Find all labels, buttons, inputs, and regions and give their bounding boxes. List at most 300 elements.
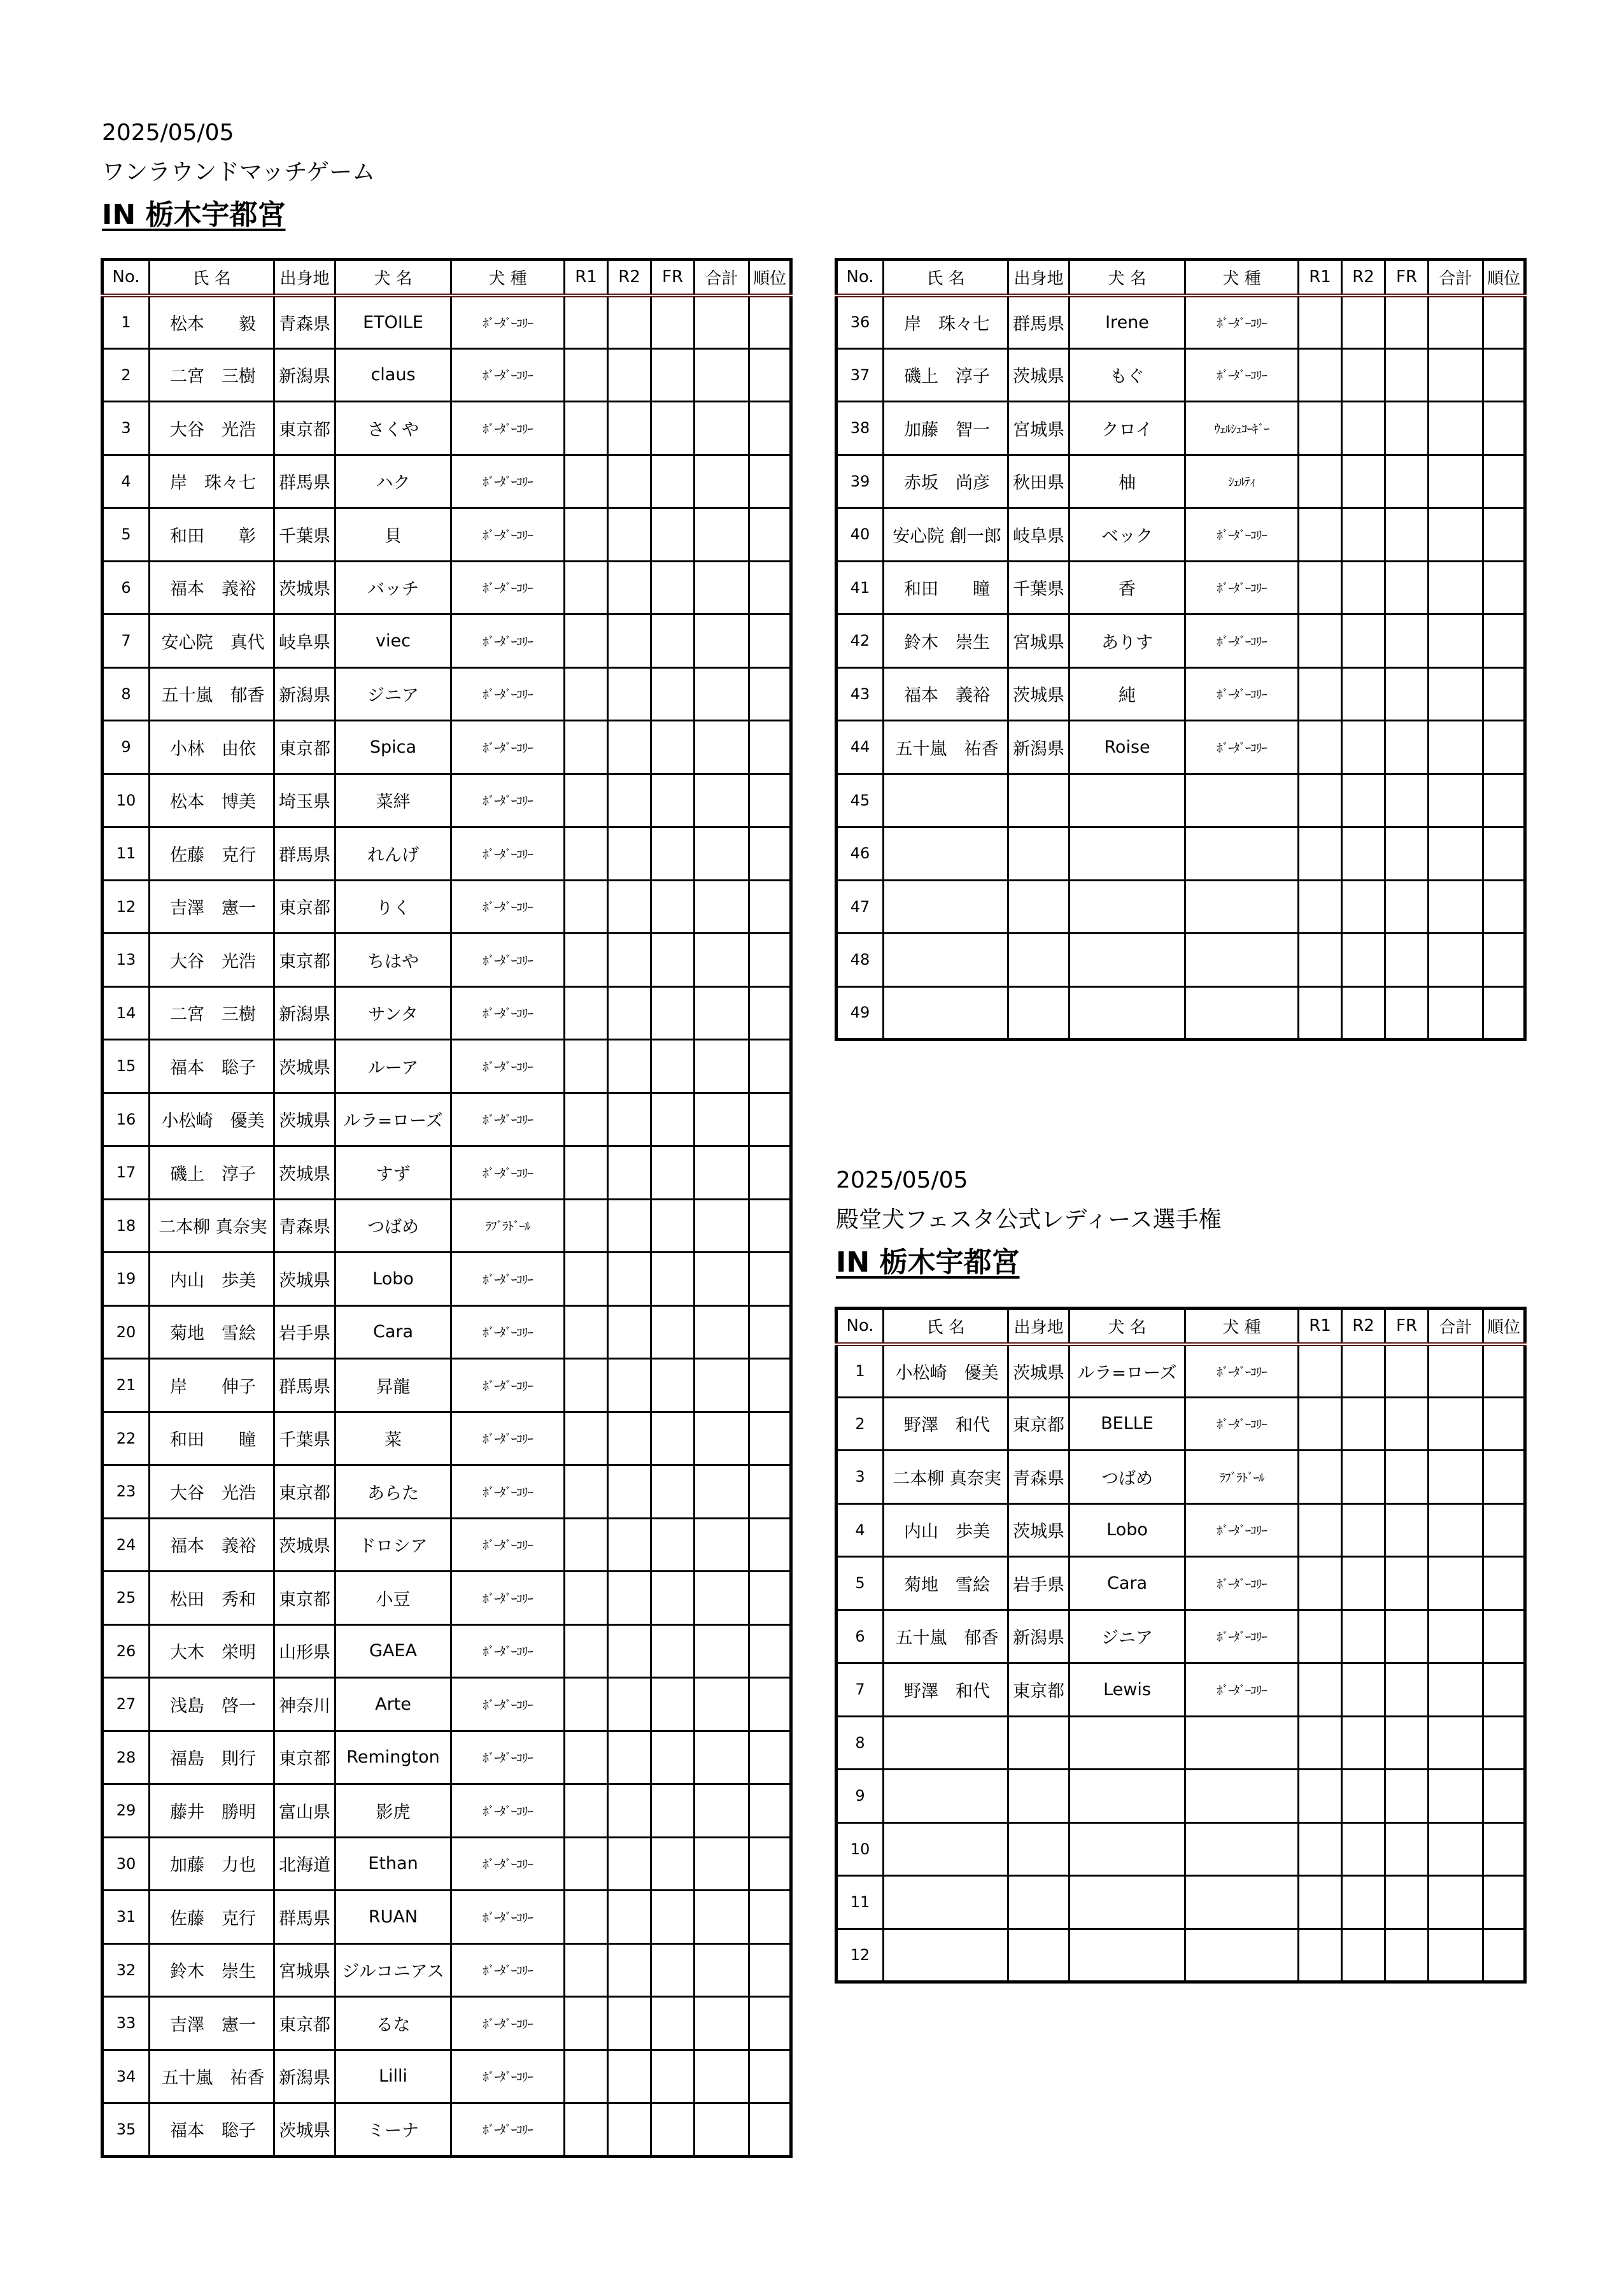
col-total [695, 934, 749, 987]
table-row [837, 1663, 1525, 1717]
col-breed: ﾎﾞｰﾀﾞｰｺﾘｰ [451, 774, 565, 827]
col-r1 [565, 774, 608, 827]
col-no: 35 [102, 2103, 150, 2157]
col-rank [749, 880, 791, 934]
col-r1 [1299, 827, 1342, 881]
col-total [1429, 295, 1483, 349]
col-r2 [608, 295, 651, 349]
col-dog: ちはや [335, 934, 451, 987]
col-breed: ﾎﾞｰﾀﾞｰｺﾘｰ [1185, 295, 1299, 349]
col-rank [749, 1624, 791, 1678]
col-r2 [1342, 1397, 1385, 1451]
col-breed: ﾎﾞｰﾀﾞｰｺﾘｰ [451, 1146, 565, 1200]
col-origin: 茨城県 [274, 1518, 335, 1572]
col-r1 [565, 880, 608, 934]
col-name: 福本 聡子 [150, 2103, 274, 2157]
col-r2 [1342, 402, 1385, 455]
col-rank [749, 827, 791, 881]
col-r1 [1299, 986, 1342, 1040]
col-dog [1070, 1822, 1185, 1876]
col-origin: 富山県 [274, 1784, 335, 1838]
col-rank [1483, 295, 1525, 349]
col-dog: ジニア [335, 667, 451, 721]
col-dog: ベック [1070, 508, 1185, 562]
table-row [837, 614, 1525, 668]
col-origin: 新潟県 [274, 986, 335, 1040]
col-fr [651, 1093, 695, 1146]
col-name: 和田 瞳 [150, 1412, 274, 1465]
col-no: 37 [837, 348, 884, 402]
col-origin [1008, 1822, 1070, 1876]
col-no: 41 [837, 561, 884, 614]
col-breed: ﾗﾌﾞﾗﾄﾞｰﾙ [451, 1199, 565, 1253]
col-breed: ﾎﾞｰﾀﾞｰｺﾘｰ [1185, 1503, 1299, 1557]
col-r2 [608, 667, 651, 721]
col-breed: ﾎﾞｰﾀﾞｰｺﾘｰ [1185, 508, 1299, 562]
col-fr [651, 1891, 695, 1944]
table-row [102, 1624, 791, 1678]
col-fr [651, 2050, 695, 2103]
col-r2 [1342, 1503, 1385, 1557]
col-no: 4 [837, 1503, 884, 1557]
col-fr [651, 1040, 695, 1093]
col-dog: サンタ [335, 986, 451, 1040]
col-r2 [1342, 667, 1385, 721]
table-row [837, 774, 1525, 827]
col-rank [1483, 1822, 1525, 1876]
col-origin: 群馬県 [274, 455, 335, 508]
col-rank [749, 1784, 791, 1838]
col-origin: 山形県 [274, 1624, 335, 1678]
col-origin: 神奈川 [274, 1678, 335, 1731]
col-total [1429, 1876, 1483, 1929]
col-r2 [1342, 880, 1385, 934]
col-r2 [608, 2050, 651, 2103]
col-rank [1483, 1716, 1525, 1770]
col-fr [651, 1465, 695, 1519]
col-name: 佐藤 克行 [150, 1891, 274, 1944]
col-fr [651, 721, 695, 774]
col-name: 岸 珠々七 [150, 455, 274, 508]
col-no: 40 [837, 508, 884, 562]
col-origin: 千葉県 [274, 1412, 335, 1465]
col-r1 [1299, 561, 1342, 614]
col-fr [651, 1943, 695, 1997]
col-breed: ﾎﾞｰﾀﾞｰｺﾘｰ [451, 667, 565, 721]
col-fr [1385, 1557, 1429, 1610]
col-total [695, 667, 749, 721]
col-name: 加藤 智一 [884, 402, 1008, 455]
col-no: 48 [837, 934, 884, 987]
col-total [695, 1146, 749, 1200]
col-breed: ﾎﾞｰﾀﾞｰｺﾘｰ [1185, 667, 1299, 721]
col-origin [1008, 1770, 1070, 1823]
col-name: 佐藤 克行 [150, 827, 274, 881]
col-r1 [565, 1943, 608, 1997]
table-row [837, 934, 1525, 987]
col-dog: れんげ [335, 827, 451, 881]
col-rank [749, 1465, 791, 1519]
col-dog: 小豆 [335, 1572, 451, 1625]
col-fr [1385, 1876, 1429, 1929]
col-dog: 香 [1070, 561, 1185, 614]
col-r1 [565, 1199, 608, 1253]
col-fr [651, 508, 695, 562]
col-no: 6 [102, 561, 150, 614]
col-total [695, 508, 749, 562]
col-fr [651, 1412, 695, 1465]
col-no-header: No. [102, 260, 150, 295]
col-breed: ﾎﾞｰﾀﾞｰｺﾘｰ [1185, 348, 1299, 402]
col-fr [1385, 934, 1429, 987]
col-r2 [1342, 774, 1385, 827]
col-name: 吉澤 憲一 [150, 880, 274, 934]
col-no: 10 [102, 774, 150, 827]
col-dog: るな [335, 1997, 451, 2050]
col-fr [1385, 561, 1429, 614]
table-row [837, 721, 1525, 774]
col-breed: ﾎﾞｰﾀﾞｰｺﾘｰ [451, 1678, 565, 1731]
col-r2 [608, 1305, 651, 1359]
col-name: 岸 珠々七 [884, 295, 1008, 349]
col-total [1429, 1770, 1483, 1823]
col-total [1429, 1716, 1483, 1770]
col-name: 松田 秀和 [150, 1572, 274, 1625]
col-rank [749, 1040, 791, 1093]
col-r2 [608, 827, 651, 881]
col-fr [1385, 402, 1429, 455]
col-rank [749, 348, 791, 402]
col-breed: ﾎﾞｰﾀﾞｰｺﾘｰ [451, 1359, 565, 1412]
col-total [1429, 1344, 1483, 1398]
col-no: 4 [102, 455, 150, 508]
col-breed: ﾎﾞｰﾀﾞｰｺﾘｰ [1185, 1557, 1299, 1610]
table-row [102, 348, 791, 402]
col-total [1429, 1822, 1483, 1876]
col-breed [1185, 1770, 1299, 1823]
col-name: 松本 博美 [150, 774, 274, 827]
col-rank [749, 1093, 791, 1146]
col-fr [1385, 1344, 1429, 1398]
col-r2 [608, 1040, 651, 1093]
col-fr [651, 827, 695, 881]
col-dog [1070, 1716, 1185, 1770]
col-r1 [1299, 667, 1342, 721]
col-fr [1385, 774, 1429, 827]
table-row [837, 1557, 1525, 1610]
col-origin: 東京都 [1008, 1397, 1070, 1451]
col-dog: ルラ=ローズ [1070, 1344, 1185, 1398]
col-origin: 群馬県 [274, 1359, 335, 1412]
col-total [1429, 1557, 1483, 1610]
col-rank-header: 順位 [1483, 1309, 1525, 1344]
event-date: 2025/05/05 [102, 120, 234, 146]
col-r2 [1342, 348, 1385, 402]
col-breed [1185, 1822, 1299, 1876]
col-dog [1070, 1770, 1185, 1823]
col-breed: ﾎﾞｰﾀﾞｰｺﾘｰ [451, 561, 565, 614]
table-row [102, 1784, 791, 1838]
col-breed-header: 犬 種 [1185, 1309, 1299, 1344]
table-row [837, 455, 1525, 508]
col-rank [749, 1146, 791, 1200]
col-origin: 新潟県 [274, 667, 335, 721]
col-total [1429, 1397, 1483, 1451]
col-rank [749, 1305, 791, 1359]
col-name: 福本 義裕 [150, 1518, 274, 1572]
col-origin [1008, 986, 1070, 1040]
col-no: 26 [102, 1624, 150, 1678]
col-origin: 岐阜県 [1008, 508, 1070, 562]
col-no: 47 [837, 880, 884, 934]
col-origin-header: 出身地 [1008, 1309, 1070, 1344]
col-total [1429, 667, 1483, 721]
col-dog: Roise [1070, 721, 1185, 774]
col-origin: 茨城県 [274, 1093, 335, 1146]
table-row [102, 402, 791, 455]
col-rank [749, 1891, 791, 1944]
table-row [102, 1465, 791, 1519]
col-no: 19 [102, 1253, 150, 1306]
col-name: 内山 歩美 [150, 1253, 274, 1306]
table-row [102, 774, 791, 827]
col-name: 磯上 淳子 [884, 348, 1008, 402]
col-r1 [1299, 721, 1342, 774]
col-origin: 群馬県 [1008, 295, 1070, 349]
col-rank [1483, 455, 1525, 508]
col-rank [749, 1199, 791, 1253]
col-r2 [608, 721, 651, 774]
col-r2 [608, 1412, 651, 1465]
col-origin [1008, 934, 1070, 987]
col-dog: ルラ=ローズ [335, 1093, 451, 1146]
col-origin: 新潟県 [274, 348, 335, 402]
col-total [695, 455, 749, 508]
col-total [695, 2050, 749, 2103]
col-r2 [608, 1784, 651, 1838]
col-no: 13 [102, 934, 150, 987]
col-total [695, 1199, 749, 1253]
col-r2 [608, 1518, 651, 1572]
col-total [1429, 1610, 1483, 1663]
col-fr [651, 774, 695, 827]
col-origin: 埼玉県 [274, 774, 335, 827]
col-r2 [608, 774, 651, 827]
col-dog: バッチ [335, 561, 451, 614]
col-no: 24 [102, 1518, 150, 1572]
col-breed: ﾎﾞｰﾀﾞｰｺﾘｰ [451, 986, 565, 1040]
col-total [695, 1624, 749, 1678]
col-dog: りく [335, 880, 451, 934]
col-breed [1185, 986, 1299, 1040]
col-r1 [1299, 508, 1342, 562]
col-dog: ルーア [335, 1040, 451, 1093]
col-breed: ﾎﾞｰﾀﾞｰｺﾘｰ [451, 1891, 565, 1944]
table-row [102, 1146, 791, 1200]
col-origin: 群馬県 [274, 827, 335, 881]
col-r2 [608, 508, 651, 562]
table-row [837, 1610, 1525, 1663]
event-venue: IN 栃木宇都宮 [836, 1246, 1020, 1279]
col-name: 大木 栄明 [150, 1624, 274, 1678]
col-dog: ハク [335, 455, 451, 508]
entry-table-main-2 [835, 258, 1527, 1041]
col-fr [651, 1359, 695, 1412]
col-breed: ﾎﾞｰﾀﾞｰｺﾘｰ [1185, 1397, 1299, 1451]
col-r1 [1299, 1822, 1342, 1876]
col-rank [1483, 1770, 1525, 1823]
col-name: 菊地 雪絵 [884, 1557, 1008, 1610]
col-name-header: 氏 名 [884, 1309, 1008, 1344]
col-rank [1483, 1610, 1525, 1663]
table-row [837, 1451, 1525, 1504]
col-r2-header: R2 [608, 260, 651, 295]
col-dog: ジルコニアス [335, 1943, 451, 1997]
col-r1 [565, 1784, 608, 1838]
col-rank [749, 774, 791, 827]
col-origin: 東京都 [274, 934, 335, 987]
col-dog: Remington [335, 1731, 451, 1784]
col-name: 岸 伸子 [150, 1359, 274, 1412]
col-rank [749, 721, 791, 774]
col-total [695, 295, 749, 349]
col-r2 [608, 1731, 651, 1784]
col-total [1429, 614, 1483, 668]
col-name-header: 氏 名 [884, 260, 1008, 295]
col-r1 [565, 1731, 608, 1784]
col-breed: ﾎﾞｰﾀﾞｰｺﾘｰ [451, 295, 565, 349]
col-no: 7 [102, 614, 150, 668]
col-r2 [608, 1146, 651, 1200]
col-breed: ﾗﾌﾞﾗﾄﾞｰﾙ [1185, 1451, 1299, 1504]
col-origin: 新潟県 [1008, 1610, 1070, 1663]
col-total-header: 合計 [1429, 260, 1483, 295]
col-breed: ﾎﾞｰﾀﾞｰｺﾘｰ [451, 1837, 565, 1891]
col-breed [1185, 1876, 1299, 1929]
col-name: 安心院 真代 [150, 614, 274, 668]
col-breed: ﾎﾞｰﾀﾞｰｺﾘｰ [451, 1093, 565, 1146]
col-no: 1 [102, 295, 150, 349]
col-rank [749, 1359, 791, 1412]
col-breed: ﾎﾞｰﾀﾞｰｺﾘｰ [451, 1731, 565, 1784]
col-total [1429, 934, 1483, 987]
col-r2 [1342, 295, 1385, 349]
col-r2 [1342, 1557, 1385, 1610]
col-dog: Arte [335, 1678, 451, 1731]
col-breed: ﾎﾞｰﾀﾞｰｺﾘｰ [451, 455, 565, 508]
col-name: 藤井 勝明 [150, 1784, 274, 1838]
col-total [695, 348, 749, 402]
col-no: 16 [102, 1093, 150, 1146]
table-row [837, 402, 1525, 455]
col-no: 32 [102, 1943, 150, 1997]
col-fr [651, 402, 695, 455]
col-r2 [608, 1253, 651, 1306]
col-total [1429, 1503, 1483, 1557]
col-r1 [565, 934, 608, 987]
header-row [837, 1309, 1525, 1344]
col-no: 31 [102, 1891, 150, 1944]
col-name [884, 1929, 1008, 1982]
col-no: 42 [837, 614, 884, 668]
col-rank [749, 295, 791, 349]
table-row [837, 1716, 1525, 1770]
col-name: 大谷 光浩 [150, 402, 274, 455]
table-row [837, 1822, 1525, 1876]
col-total [695, 774, 749, 827]
col-origin [1008, 880, 1070, 934]
col-r2 [1342, 508, 1385, 562]
col-total [695, 1040, 749, 1093]
col-r1 [1299, 1610, 1342, 1663]
col-r1 [1299, 1503, 1342, 1557]
col-rank-header: 順位 [1483, 260, 1525, 295]
col-origin [1008, 1876, 1070, 1929]
col-name [884, 1770, 1008, 1823]
col-r1 [565, 1678, 608, 1731]
col-r1 [1299, 614, 1342, 668]
col-r2 [608, 1572, 651, 1625]
col-rank [1483, 561, 1525, 614]
col-origin: 茨城県 [274, 1040, 335, 1093]
col-breed [1185, 774, 1299, 827]
header-row [102, 260, 791, 295]
col-rank [1483, 614, 1525, 668]
col-dog: 貝 [335, 508, 451, 562]
col-r1 [565, 508, 608, 562]
table-row [837, 827, 1525, 881]
table-row [102, 667, 791, 721]
col-no: 34 [102, 2050, 150, 2103]
col-origin: 東京都 [274, 721, 335, 774]
col-rank [749, 455, 791, 508]
entry-table-main-1 [101, 258, 793, 2158]
col-origin: 東京都 [274, 1997, 335, 2050]
col-fr [1385, 721, 1429, 774]
table-row [102, 934, 791, 987]
col-total [1429, 880, 1483, 934]
col-rank [749, 2050, 791, 2103]
col-total [695, 2103, 749, 2157]
col-r2 [608, 402, 651, 455]
col-breed: ﾎﾞｰﾀﾞｰｺﾘｰ [451, 1305, 565, 1359]
col-total [695, 1837, 749, 1891]
col-fr [651, 295, 695, 349]
table-row [102, 721, 791, 774]
col-r2 [608, 348, 651, 402]
col-breed: ﾎﾞｰﾀﾞｰｺﾘｰ [451, 721, 565, 774]
col-origin: 岩手県 [1008, 1557, 1070, 1610]
col-no: 20 [102, 1305, 150, 1359]
col-no: 25 [102, 1572, 150, 1625]
col-fr [1385, 667, 1429, 721]
col-total [695, 1997, 749, 2050]
col-total [695, 827, 749, 881]
col-origin: 茨城県 [1008, 1344, 1070, 1398]
col-dog: Cara [1070, 1557, 1185, 1610]
col-dog: claus [335, 348, 451, 402]
col-breed: ﾎﾞｰﾀﾞｰｺﾘｰ [1185, 614, 1299, 668]
col-rank [749, 1678, 791, 1731]
col-breed: ﾎﾞｰﾀﾞｰｺﾘｰ [451, 1572, 565, 1625]
col-no: 38 [837, 402, 884, 455]
col-breed: ｳｪﾙｼｭｺｰｷﾞｰ [1185, 402, 1299, 455]
col-origin: 東京都 [1008, 1663, 1070, 1717]
col-rank [749, 1997, 791, 2050]
col-no: 6 [837, 1610, 884, 1663]
col-r1 [1299, 1716, 1342, 1770]
col-name: 小松崎 優美 [884, 1344, 1008, 1398]
